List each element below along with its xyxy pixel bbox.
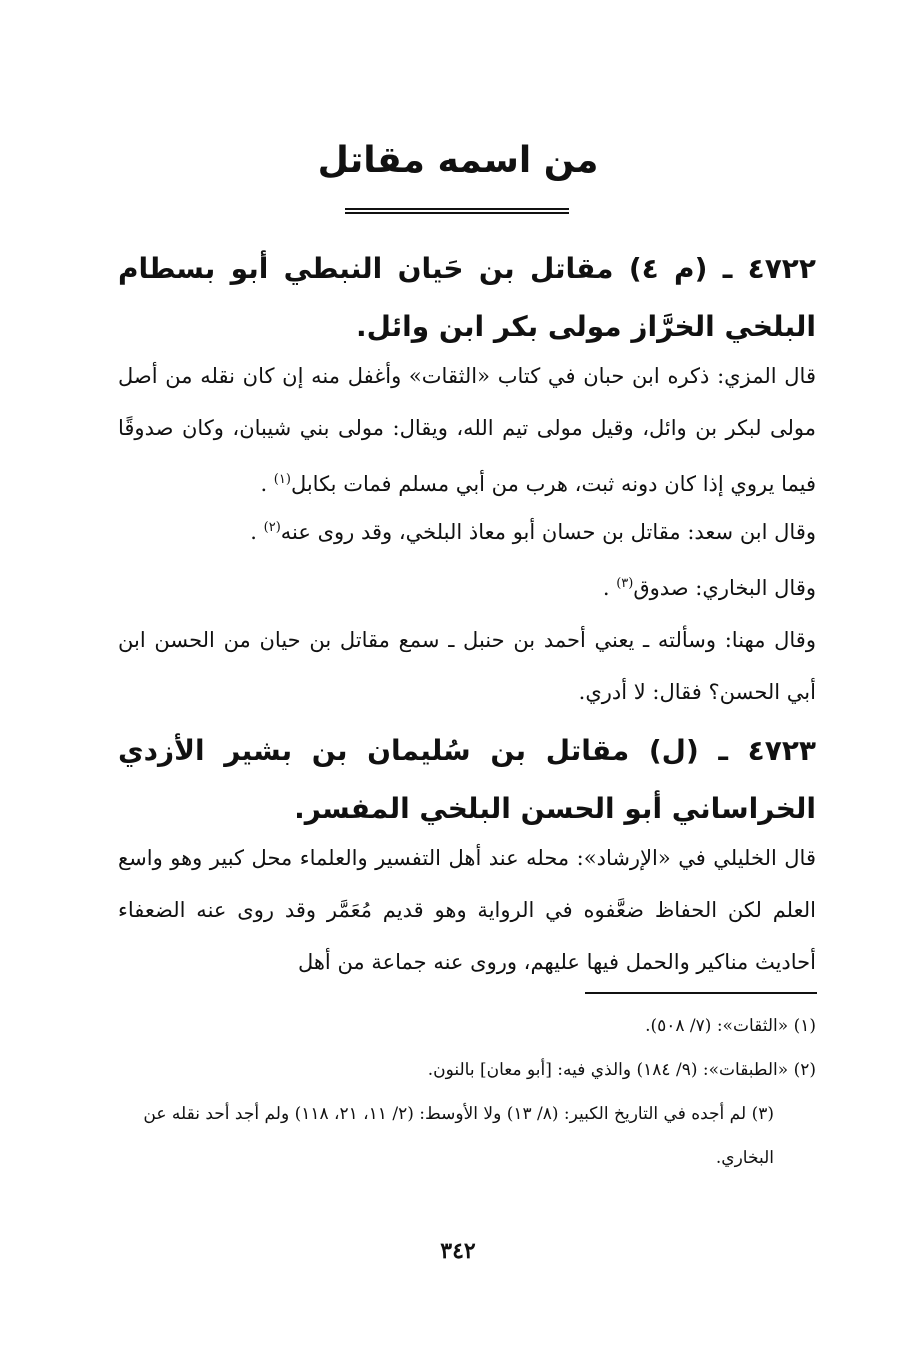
entry-paragraph [118,502,816,558]
footnote-marker: (٢) [263,520,281,535]
paragraph-tail: . [260,472,274,496]
entry-heading-4722: ٤٧٢٢ ـ (م ٤) مقاتل بن حَيان النبطي أبو بسطام البلخي الخرَّاز مولى بكر ابن وائل. [118,252,816,343]
page-number: ٣٤٢ [440,1238,476,1264]
entry-paragraph [118,558,816,614]
footnote-marker: (٣) [616,576,634,591]
paragraph-text: وقال البخاري: صدوق [633,576,816,600]
paragraph-text: قال الخليلي في «الإرشاد»: محله عند أهل التفسير والعلماء محل كبير وهو واسع العلم لكن الحفاظ ضعَّفوه في الرواية وهو قديم مُعَمَّر وقد روى عنه الضعفاء أحاديث مناكير والحمل فيها عليهم، وروى عنه جماعة من أهل [118,846,816,974]
footnote-2: (٢) «الطبقات»: (٩/ ١٨٤) والذي فيه: [أبو معان] بالنون. [427,1060,816,1080]
entry-paragraph [118,614,816,718]
paragraph-text: وقال ابن سعد: مقاتل بن حسان أبو معاذ البلخي، وقد روى عنه [280,520,816,544]
footnote-3: (٣) لم أجده في التاريخ الكبير: (٨/ ١٣) ولا الأوسط: (٢/ ١١، ٢١، ١١٨) ولم أجد أحد نقله عن البخاري. [143,1104,774,1168]
paragraph-text: قال المزي: ذكره ابن حبان في كتاب «الثقات» وأغفل منه إن كان نقله من أصل مولى لبكر بن وائل، وقيل مولى تيم الله، ويقال: مولى بني شيبان، وكان صدوقًا فيما يروي إذا كان دونه ثبت، هرب من أبي مسلم فمات بكابل [118,364,816,496]
paragraph-tail: . [250,520,264,544]
entry-paragraph [118,832,816,988]
paragraph-text: وقال مهنا: وسألته ـ يعني أحمد بن حنبل ـ سمع مقاتل بن حيان من الحسن ابن أبي الحسن؟ فقال: لا أدري. [118,628,816,704]
entry-paragraph [118,350,816,510]
title-double-rule [345,208,569,214]
chapter-title: من اسمه مقاتل [317,140,599,181]
footnote-marker: (١) [273,472,291,487]
entry-heading-4723: ٤٧٢٣ ـ (ل) مقاتل بن سُليمان بن بشير الأزدي الخراساني أبو الحسن البلخي المفسر. [118,734,816,825]
footnote-separator [585,992,817,994]
footnote-1: (١) «الثقات»: (٧/ ٥٠٨). [645,1016,816,1036]
paragraph-tail: . [602,576,617,600]
